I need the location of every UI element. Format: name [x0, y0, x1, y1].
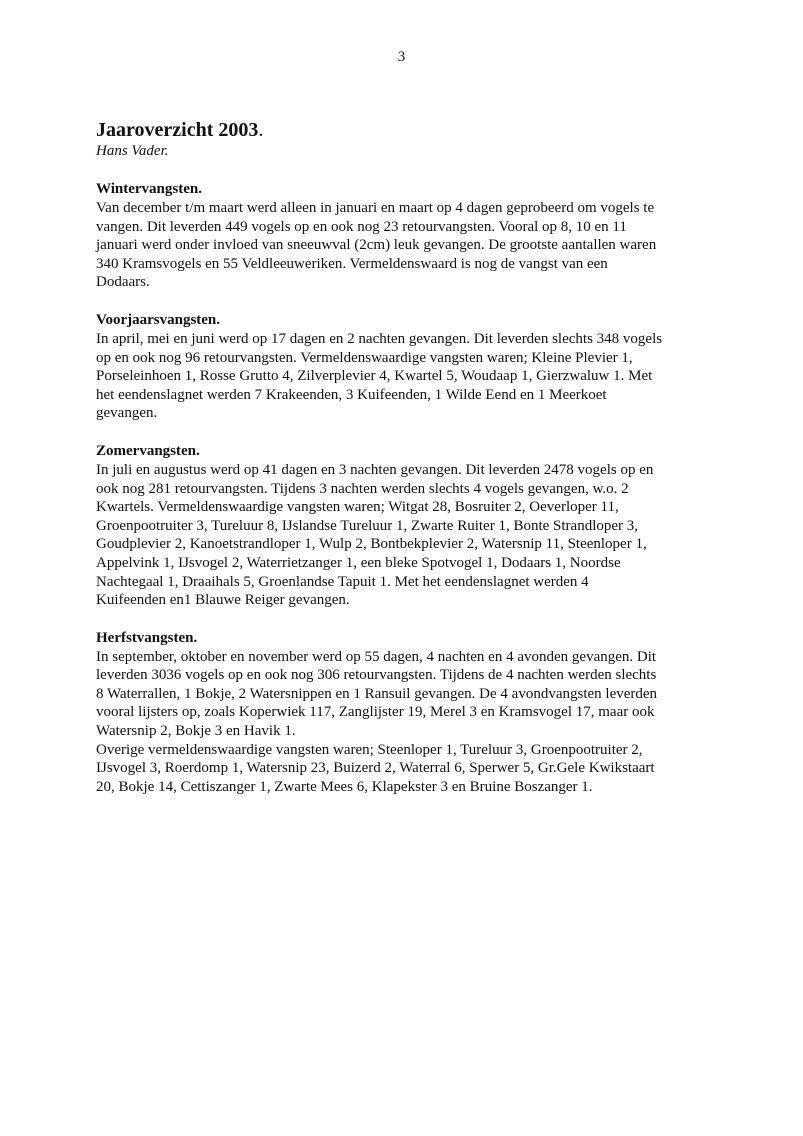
- text-line: Porseleinhoen 1, Rosse Grutto 4, Zilverplevier 4, Kwartel 5, Woudaap 1, Gierzwaluw 1. Met: [96, 368, 653, 385]
- text-line: Van december t/m maart werd alleen in januari en maart op 4 dagen geprobeerd om vogels te: [96, 200, 655, 216]
- text-line: vooral lijsters op, zoals Koperwiek 117, Zanglijster 19, Merel 3 en Kramsvogel 17, maar ook: [96, 704, 655, 721]
- text-line: 20, Bokje 14, Cettiszanger 1, Zwarte Mees 6, Klapekster 3 en Bruine Boszanger 1.: [96, 778, 593, 795]
- text-line: Appelvink 1, IJsvogel 2, Waterrietzanger 1, een bleke Spotvogel 1, Dodaars 1, Noordse: [96, 554, 621, 571]
- text-line: Dodaars.: [96, 274, 150, 291]
- text-line: Overige vermeldenswaardige vangsten waren; Steenloper 1, Tureluur 3, Groenpootruiter 2,: [96, 741, 643, 758]
- section-paragraph: [96, 330, 736, 423]
- section-voorjaarsvangsten: [96, 311, 736, 423]
- section-paragraph: [96, 199, 736, 292]
- section-paragraph: [96, 461, 736, 610]
- text-line: Groenpootruiter 3, Tureluur 8, IJslandse Tureluur 1, Zwarte Ruiter 1, Bonte Strandloper 3,: [96, 517, 639, 534]
- section-wintervangsten: [96, 180, 736, 292]
- text-line: Watersnip 2, Bokje 3 en Havik 1.: [96, 723, 296, 740]
- text-line: op en ook nog 96 retourvangsten. Vermeldenswaardige vangsten waren; Kleine Plevier 1,: [96, 349, 633, 366]
- section-paragraph: [96, 648, 736, 741]
- article-title-period: .: [258, 119, 264, 141]
- section-heading: Voorjaarsvangsten.: [96, 311, 221, 328]
- text-line: het eendenslagnet werden 7 Krakeenden, 3 Kuifeenden, 1 Wilde Eend en 1 Meerkoet: [96, 386, 607, 403]
- text-line: In september, oktober en november werd op 55 dagen, 4 nachten en 4 avonden gevangen. Dit: [96, 648, 657, 665]
- article-title-text: Jaaroverzicht 2003: [96, 119, 259, 141]
- text-line: ook nog 281 retourvangsten. Tijdens 3 nachten werden slechts 4 vogels gevangen, w.o. 2: [96, 480, 629, 497]
- text-line: januari werd onder invloed van sneeuwval (2cm) leuk gevangen. De grootste aantallen waren: [96, 237, 657, 254]
- article: [96, 118, 736, 815]
- text-line: Kwartels. Vermeldenswaardige vangsten waren; Witgat 28, Bosruiter 2, Oeverloper 11,: [96, 499, 619, 516]
- text-line: leverden 3036 vogels op en ook nog 306 retourvangsten. Tijdens de 4 nachten werden slechts: [96, 667, 657, 684]
- text-line: Kuifeenden en1 Blauwe Reiger gevangen.: [96, 592, 350, 609]
- article-author: Hans Vader.: [96, 143, 169, 159]
- text-line: 8 Waterrallen, 1 Bokje, 2 Watersnippen en 1 Ransuil gevangen. De 4 avondvangsten leverden: [96, 685, 658, 702]
- text-line: IJsvogel 3, Roerdomp 1, Watersnip 23, Buizerd 2, Waterral 6, Sperwer 5, Gr.Gele Kwikstaart: [96, 760, 655, 777]
- text-line: gevangen.: [96, 405, 158, 422]
- text-line: In april, mei en juni werd op 17 dagen en 2 nachten gevangen. Dit leverden slechts 348 vogels: [96, 330, 663, 347]
- text-line: 340 Kramsvogels en 55 Veldleeuweriken. Vermeldenswaard is nog de vangst van een: [96, 255, 608, 272]
- article-title: [96, 118, 736, 142]
- text-line: In juli en augustus werd op 41 dagen en 3 nachten gevangen. Dit leverden 2478 vogels op en: [96, 461, 654, 478]
- section-paragraph: [96, 741, 736, 797]
- text-line: Nachtegaal 1, Draaihals 5, Groenlandse Tapuit 1. Met het eendenslagnet werden 4: [96, 573, 589, 590]
- section-herfstvangsten: [96, 629, 736, 797]
- text-line: Goudplevier 2, Kanoetstrandloper 1, Wulp 2, Bontbekplevier 2, Watersnip 11, Steenloper 1,: [96, 536, 647, 553]
- section-zomervangsten: [96, 442, 736, 610]
- section-heading: Zomervangsten.: [96, 442, 200, 459]
- section-heading: Wintervangsten.: [96, 181, 202, 197]
- page-number: 3: [397, 49, 406, 65]
- section-heading: Herfstvangsten.: [96, 629, 198, 646]
- text-line: vangen. Dit leverden 449 vogels op en ook nog 23 retourvangsten. Vooral op 8, 10 en 11: [96, 218, 627, 235]
